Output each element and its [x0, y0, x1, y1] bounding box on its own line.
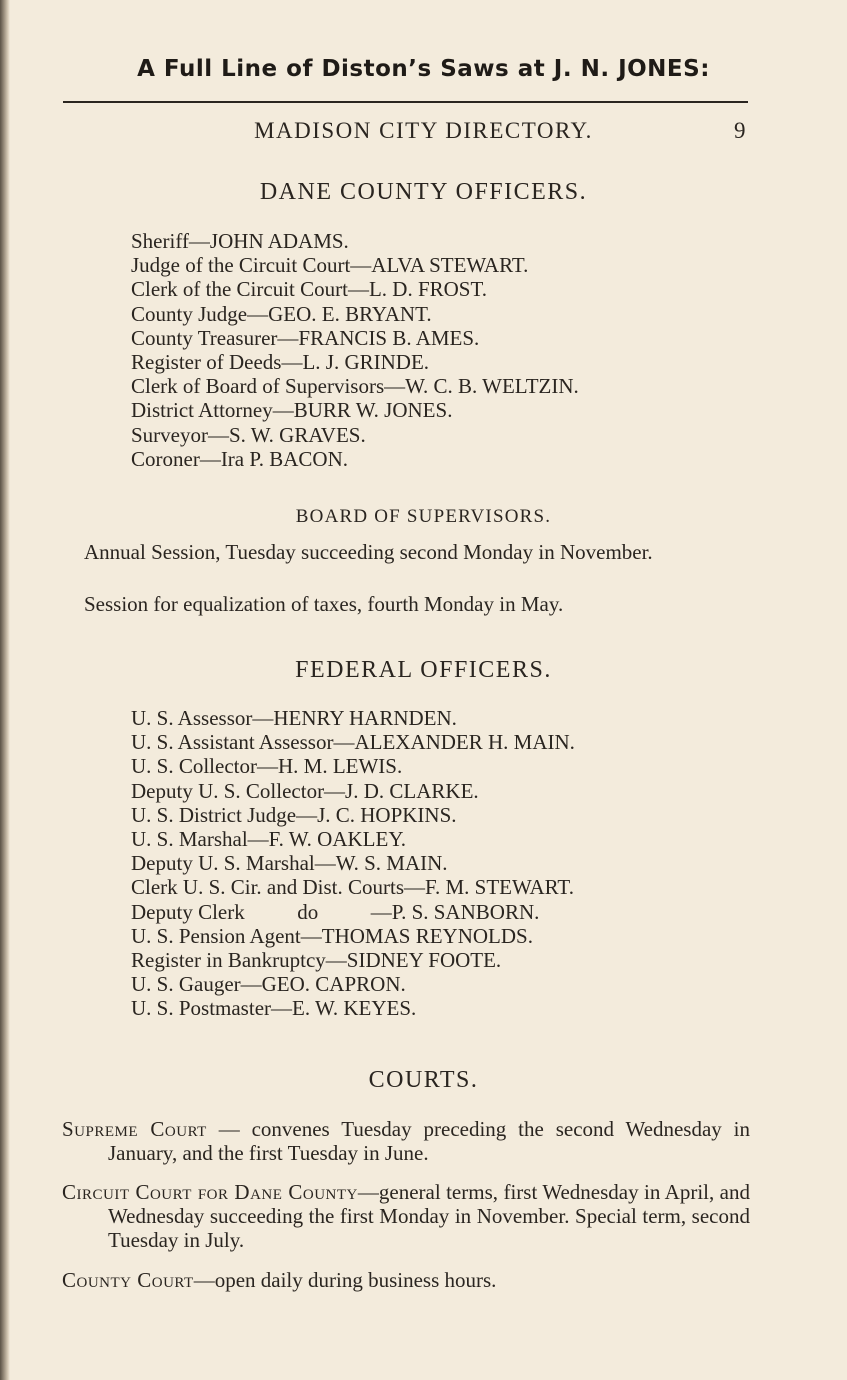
circuit-court-name: Circuit Court for Dane County	[62, 1180, 358, 1204]
federal-officer-entry: U. S. Assessor—HENRY HARNDEN.	[131, 706, 457, 730]
supreme-court-entry	[62, 1117, 750, 1165]
supervisors-equalization-session: Session for equalization of taxes, fourth Monday in May.	[84, 592, 564, 616]
federal-officer-entry: U. S. Pension Agent—THOMAS REYNOLDS.	[131, 923, 533, 948]
federal-officer-entry: Deputy U. S. Collector—J. D. CLARKE.	[131, 778, 479, 803]
circuit-court-entry	[62, 1180, 750, 1252]
county-officer-entry: County Treasurer—FRANCIS B. AMES.	[131, 325, 480, 350]
running-head: MADISON CITY DIRECTORY.	[254, 118, 593, 143]
county-court-text: —open daily during business hours.	[193, 1268, 497, 1292]
county-officer-entry: District Attorney—BURR W. JONES.	[131, 398, 453, 423]
federal-officer-entry: Deputy Clerk do —P. S. SANBORN.	[131, 899, 540, 924]
header-rule	[63, 101, 748, 103]
supervisors-annual-session: Annual Session, Tuesday succeeding second Monday in November.	[84, 540, 653, 564]
county-officer-entry: Register of Deeds—L. J. GRINDE.	[131, 349, 430, 374]
federal-officer-entry: U. S. Collector—H. M. LEWIS.	[131, 754, 403, 779]
federal-officer-entry: Deputy U. S. Marshal—W. S. MAIN.	[131, 851, 448, 876]
county-officer-entry: Surveyor—S. W. GRAVES.	[131, 422, 366, 447]
county-court-entry	[62, 1268, 750, 1292]
page-binding-edge	[0, 0, 10, 1380]
county-officer-entry: Judge of the Circuit Court—ALVA STEWART.	[131, 253, 529, 278]
county-officer-entry: Clerk of Board of Supervisors—W. C. B. WELTZIN.	[131, 374, 579, 399]
federal-officers-list	[131, 706, 575, 1020]
county-officer-entry: Clerk of the Circuit Court—L. D. FROST.	[131, 277, 488, 302]
county-court-name: County Court	[62, 1268, 194, 1292]
federal-officer-entry: U. S. District Judge—J. C. HOPKINS.	[131, 802, 457, 827]
courts-heading: COURTS.	[368, 1067, 479, 1093]
page-number: 9	[734, 118, 746, 143]
federal-officer-entry: Clerk U. S. Cir. and Dist. Courts—F. M. STEWART.	[131, 875, 574, 900]
supreme-court-name: Supreme Court	[62, 1117, 207, 1141]
circuit-court-text: —general terms, first Wednesday in April, and Wednesday succeeding the first Monday in November. Special term, second Tuesday in July.	[108, 1180, 750, 1252]
county-officers-list	[131, 229, 579, 471]
supervisors-heading: BOARD OF SUPERVISORS.	[295, 506, 552, 527]
federal-officer-entry: U. S. Postmaster—E. W. KEYES.	[131, 996, 417, 1021]
supreme-court-text: — convenes Tuesday preceding the second Wednesday in January, and the first Tuesday in June.	[108, 1117, 750, 1165]
county-officer-entry: Sheriff—JOHN ADAMS.	[131, 229, 349, 253]
federal-officer-entry: U. S. Marshal—F. W. OAKLEY.	[131, 826, 407, 851]
federal-officer-entry: U. S. Assistant Assessor—ALEXANDER H. MAIN.	[131, 730, 575, 755]
county-officer-entry: Coroner—Ira P. BACON.	[131, 446, 348, 471]
federal-officer-entry: U. S. Gauger—GEO. CAPRON.	[131, 972, 406, 997]
advertisement-header: A Full Line of Diston’s Saws at J. N. JONES:	[137, 56, 710, 82]
county-officers-heading: DANE COUNTY OFFICERS.	[259, 179, 588, 205]
federal-officer-entry: Register in Bankruptcy—SIDNEY FOOTE.	[131, 947, 502, 972]
county-officer-entry: County Judge—GEO. E. BRYANT.	[131, 301, 432, 326]
federal-officers-heading: FEDERAL OFFICERS.	[295, 657, 552, 683]
